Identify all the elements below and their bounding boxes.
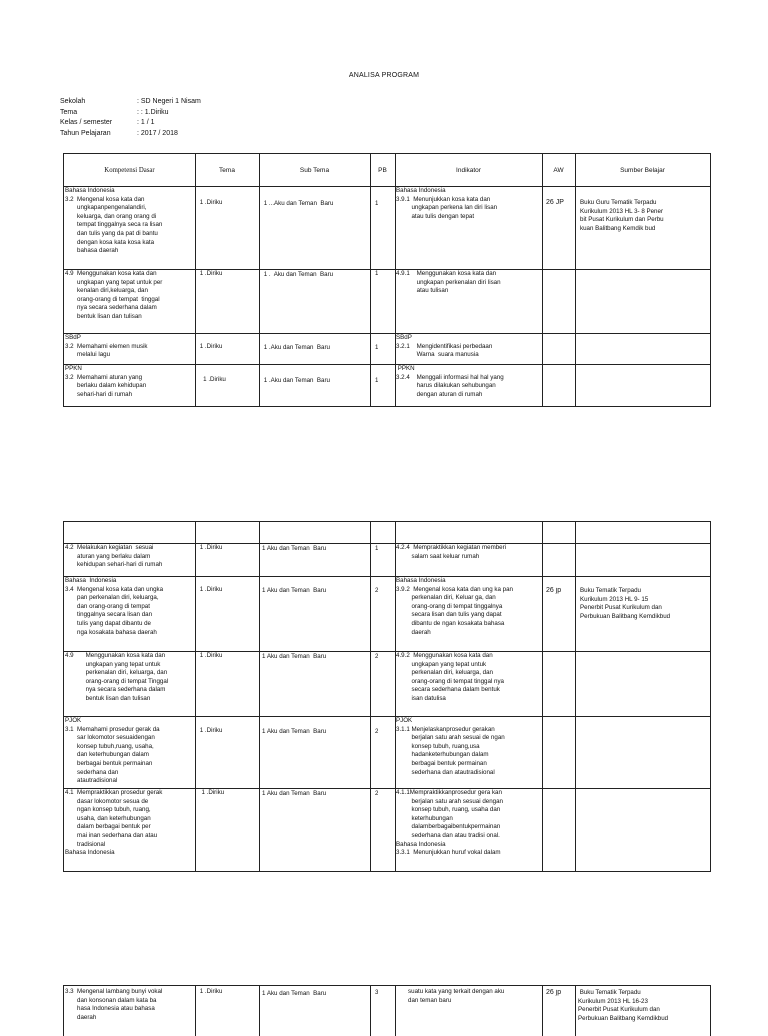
subtema-cell: 1 .Aku dan Teman Baru xyxy=(262,344,330,351)
tema-cell: 1 .Diriku xyxy=(198,199,223,206)
kd-cell: 4.1 Mempraktikkan prosedur gerak dasar lokomotor sesua de ngan konsep tubuh, ruang, usaha, dan keterhubungan dalam berbagai bentuk per mai inan sederhana dan atau tradisional Bahasa Indonesia xyxy=(65,789,163,857)
pb-cell: 1 xyxy=(375,344,379,351)
pb-cell: 2 xyxy=(375,653,379,660)
subtema-cell: 1 .Aku dan Teman Baru xyxy=(262,377,330,384)
aw-cell: 26 JP xyxy=(546,199,564,206)
tema-cell: 1 .Diriku xyxy=(198,727,223,734)
meta-row-year xyxy=(60,129,201,140)
meta-value: : 2017 / 2018 xyxy=(137,129,178,137)
header-sub-tema: Sub Tema xyxy=(299,167,330,174)
kd-cell: Bahasa Indonesia 3.2 Mengenal kosa kata dan ungkapanpengenalandiri, keluarga, dan orang orang di tempat tinggalnya seca ra lisan dan tulis yang da pat di bantu dengan kosa kata kosa kata bahasa daerah xyxy=(65,187,163,255)
tema-cell: 1 .Diriku xyxy=(198,270,223,277)
meta-value: : 1 / 1 xyxy=(137,119,155,126)
indikator-cell: PJOK 3.1.1 Menjelaskanprosedur gerakan berjalan satu arah sesuai de ngan konsep tubuh, ruang,usa hadanketerhubungan dalam berbagai bentuk permainan sederhana dan atautradisional xyxy=(396,717,505,776)
meta-key: Sekolah xyxy=(60,98,86,105)
indikator-cell: SBdP 3.2.1 Mengidentifikasi perbedaan Warna suara manusia xyxy=(396,334,493,359)
kd-cell: SBdP 3.2 Memahami elemen musik melalui lagu xyxy=(65,334,148,359)
indikator-cell: suatu kata yang terkait dengan aku dan teman baru xyxy=(408,988,505,1004)
meta-value: : : 1.Diriku xyxy=(137,108,169,116)
kd-cell: 4.2 Melakukan kegiatan sesuai aturan yang berlaku dalam kehidupan sehari-hari di rumah xyxy=(65,544,163,569)
header-kompetensi-dasar: Kompetensi Dasar xyxy=(104,167,155,174)
meta-value: : SD Negeri 1 Nisam xyxy=(137,98,201,105)
aw-cell: 26 jp xyxy=(546,989,562,996)
pb-cell: 2 xyxy=(375,790,379,797)
meta-key: Kelas / semester xyxy=(60,119,113,126)
tema-cell: 1 .Diriku xyxy=(198,376,226,383)
subtema-cell: 1 ...Aku dan Teman Baru xyxy=(262,200,334,207)
sumber-cell: Buku Guru Tematik Terpadu Kurikulum 2013 HL 3- 8 Pener bit Pusat Kurikulum dan Perbu kuan Balitbang Kemdik bud xyxy=(580,199,664,232)
sumber-cell: Buku Tematik Terpadu Kurikulum 2013 HL 16-23 Penerbit Pusat Kurikulum dan Perbukuan Balitbang Kemdikbud xyxy=(578,989,669,1022)
kd-cell: 4.9 Menggunakan kosa kata dan ungkapan yang tepat untuk per kenalan diri,keluarga, dan orang-orang di tempat tinggal nya secara sederhana dalam bentuk lisan dan tulisan xyxy=(65,270,163,320)
header-aw: AW xyxy=(553,167,564,174)
pb-cell: 1 xyxy=(375,545,379,552)
subtema-cell: 1 . Aku dan Teman Baru xyxy=(262,271,334,278)
document-title: ANALISA PROGRAM xyxy=(348,72,420,79)
header-indikator: Indikator xyxy=(456,167,481,174)
kd-cell: PJOK 3.1 Memahami prosedur gerak da sar lokomotor sesuaidengan konsep tubuh,ruang, usaha, dan keterhubungan dalam berbagai bentuk permainan sederhana dan atautradisional xyxy=(65,717,160,785)
tema-cell: 1 .Diriku xyxy=(198,789,225,796)
pb-cell: 1 xyxy=(375,377,379,384)
pb-cell: 1 xyxy=(375,200,379,207)
subtema-cell: 1 Aku dan Teman Baru xyxy=(262,653,327,660)
analysis-table-3 xyxy=(63,985,711,1036)
meta-row-theme xyxy=(60,108,201,119)
pb-cell: 2 xyxy=(375,728,379,735)
analysis-table-1 xyxy=(63,153,711,407)
meta-row-class xyxy=(60,118,201,129)
indikator-cell: 4.1.1Mempraktikkanprosedur gera kan berjalan satu arah sesuai dengan konsep tubuh, ruang, usaha dan keterhubungan dalamberbagaibentukpermainan sederhana dan atau tradisi onal. Bahasa Indonesia 3.3.1 Menunjukkan huruf vokal dalam xyxy=(396,789,503,857)
pb-cell: 3 xyxy=(375,989,379,996)
analysis-table-2 xyxy=(63,521,711,872)
tema-cell: 1 .Diriku xyxy=(198,544,223,551)
tema-cell: 1 .Diriku xyxy=(198,652,223,659)
subtema-cell: 1 Aku dan Teman Baru xyxy=(262,545,327,552)
subtema-cell: 1 Aku dan Teman Baru xyxy=(262,790,327,797)
indikator-cell: 4.9.2 Menggunakan kosa kata dan ungkapan yang tepat untuk perkenalan diri, keluarga, dan orang-orang di tempat tinggal nya secara sederhana dalam bentuk isan datulisa xyxy=(396,652,505,702)
tema-cell: 1 .Diriku xyxy=(198,988,223,995)
subtema-cell: 1 Aku dan Teman Baru xyxy=(262,728,327,735)
meta-key: Tema xyxy=(60,108,78,116)
indikator-cell: Bahasa Indonesia 3.9.2 Mengenal kosa kata dan ung ka pan perkenalan diri, Keluar ga, dan orang-orang di tempat tinggalnya secara lisan dan tulis yang dapat dibantu de ngan kosakata bahasa daerah xyxy=(396,577,513,636)
document-meta xyxy=(60,97,201,139)
pb-cell: 2 xyxy=(375,587,379,594)
meta-row-school xyxy=(60,97,201,108)
meta-key: Tahun Pelajaran xyxy=(60,129,111,137)
pb-cell: 1 xyxy=(375,270,379,277)
kd-cell: PPKN 3.2 Memahami aturan yang berlaku dalam kehidupan sehari-hari di rumah xyxy=(65,365,147,398)
indikator-cell: Bahasa Indonesia 3.9.1 Menunjukkan kosa kata dan ungkapan perkena lan diri lisan atau tulis dengan tepat xyxy=(396,187,498,220)
kd-cell: 3.3 Mengenal lambang bunyi vokal dan konsonan dalam kata ba hasa Indonesia atau bahasa daerah xyxy=(65,988,163,1021)
sumber-cell: Buku Tematik Terpadu Kurikulum 2013 HL 9- 15 Penerbit Pusat Kurikulum dan Perbukuan Balitbang Kemdikbud xyxy=(580,587,671,620)
header-pb: PB xyxy=(378,167,387,174)
header-tema: Tema xyxy=(219,167,235,174)
subtema-cell: 1 Aku dan Teman Baru xyxy=(262,587,327,594)
kd-cell: 4.9 Menggunakan kosa kata dan ungkapan yang tepat untuk perkenalan diri, keluarga, dan orang-orang di tempat Tinggal nya secara sederhana dalam bentuk lisan dan tulisan xyxy=(65,652,169,702)
tema-cell: 1 .Diriku xyxy=(198,586,223,593)
kd-cell: Bahasa Indonesia 3.4 Mengenal kosa kata dan ungka pan perkenalan diri, keluarga, dan orang-orang di tempat tinggalnya secara lisan dan tulis yang dapat dibantu de nga kosakata bahasa daerah xyxy=(65,577,164,636)
indikator-cell: 4.2.4 Mempraktikkan kegiatan memberi salam saat keluar rumah xyxy=(396,544,507,560)
aw-cell: 26 jp xyxy=(546,587,562,594)
header-sumber-belajar: Sumber Belajar xyxy=(620,167,665,174)
tema-cell: 1 .Diriku xyxy=(198,343,223,350)
indikator-cell: PPKN 3.2.4 Menggali informasi hal hal yang harus dilakukan sehubungan dengan aturan di rumah xyxy=(396,365,504,398)
indikator-cell: 4.9.1 Menggunakan kosa kata dan ungkapan perkenalan diri lisan atau tulisan xyxy=(396,270,501,295)
subtema-cell: 1 Aku dan Teman Baru xyxy=(262,990,327,997)
